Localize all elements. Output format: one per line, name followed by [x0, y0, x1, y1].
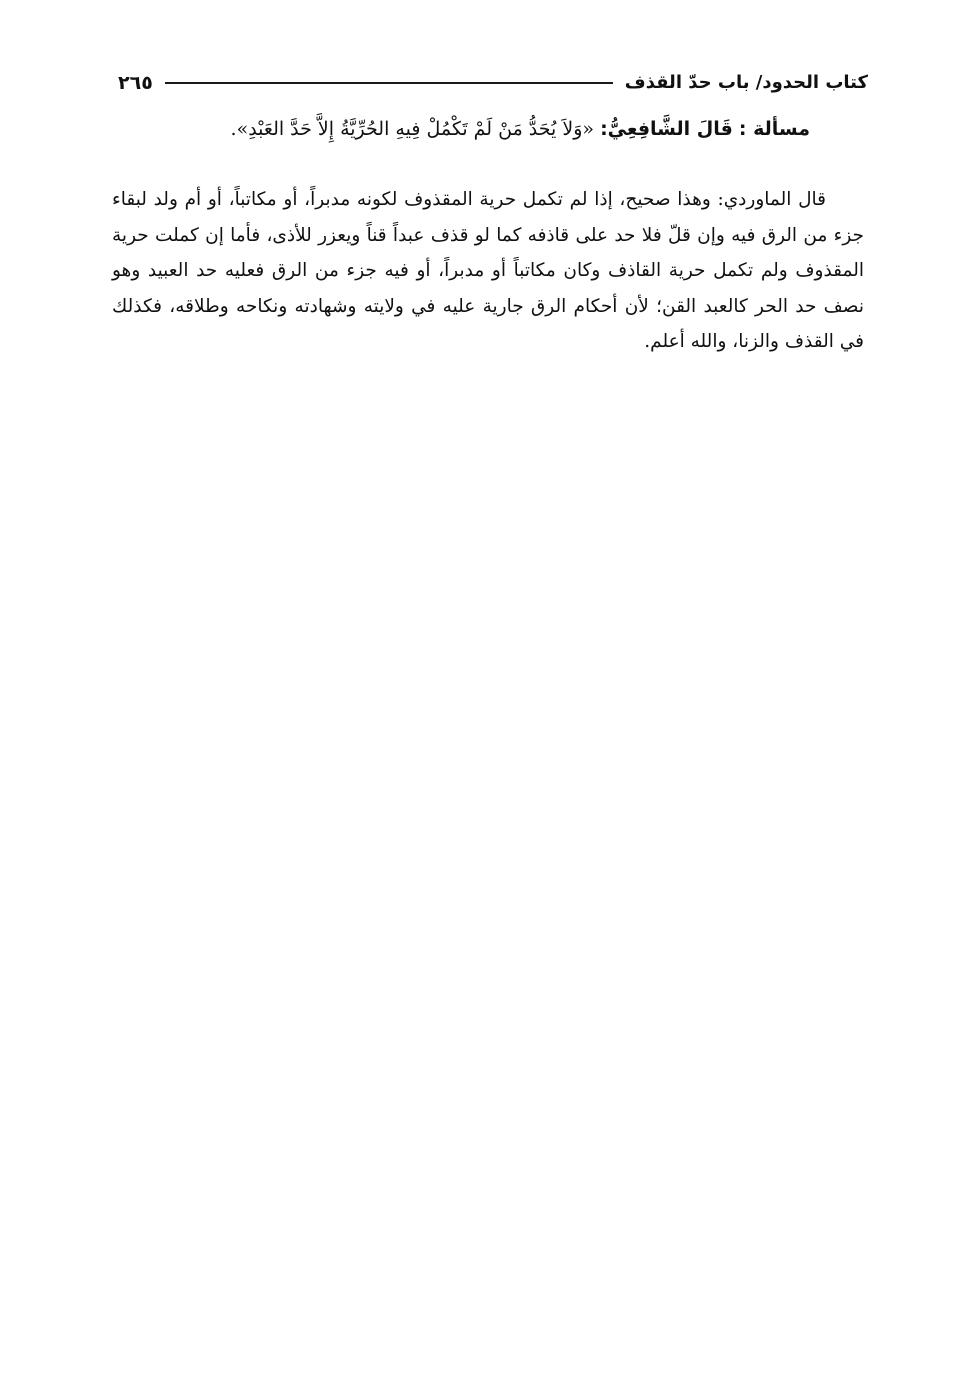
issue-quote: «وَلاَ يُحَدُّ مَنْ لَمْ تَكْمُلْ فِيهِ الحُرِّيَّةُ إِلاَّ حَدَّ العَبْدِ». [230, 118, 595, 140]
running-header [118, 66, 868, 100]
header-rule [165, 82, 613, 84]
commentary-paragraph: قال الماوردي: وهذا صحيح، إذا لم تكمل حرية المقذوف لكونه مدبراً، أو مكاتباً، أو أم ولد لبقاء جزء من الرق فيه وإن قلّ فلا حد على قاذفه كما لو قذف عبداً قناً ويعزر للأذى، فأما إن كملت حرية المقذوف ولم تكمل حرية القاذف وكان مكاتباً أو مدبراً، أو فيه جزء من الرق فعليه حد العبيد وهو نصف حد الحر كالعبد القن؛ لأن أحكام الرق جارية عليه في ولايته وشهادته ونكاحه وطلاقه، فكذلك في القذف والزنا، والله أعلم. [112, 189, 864, 352]
issue-heading [170, 112, 810, 146]
header-title: كتاب الحدود/ باب حدّ القذف [624, 72, 868, 93]
issue-label: مسألة : [738, 118, 810, 140]
page-number: ٢٦٥ [118, 71, 153, 94]
issue-author: قَالَ الشَّافِعِيُّ: [600, 118, 733, 140]
commentary-body [112, 182, 864, 360]
